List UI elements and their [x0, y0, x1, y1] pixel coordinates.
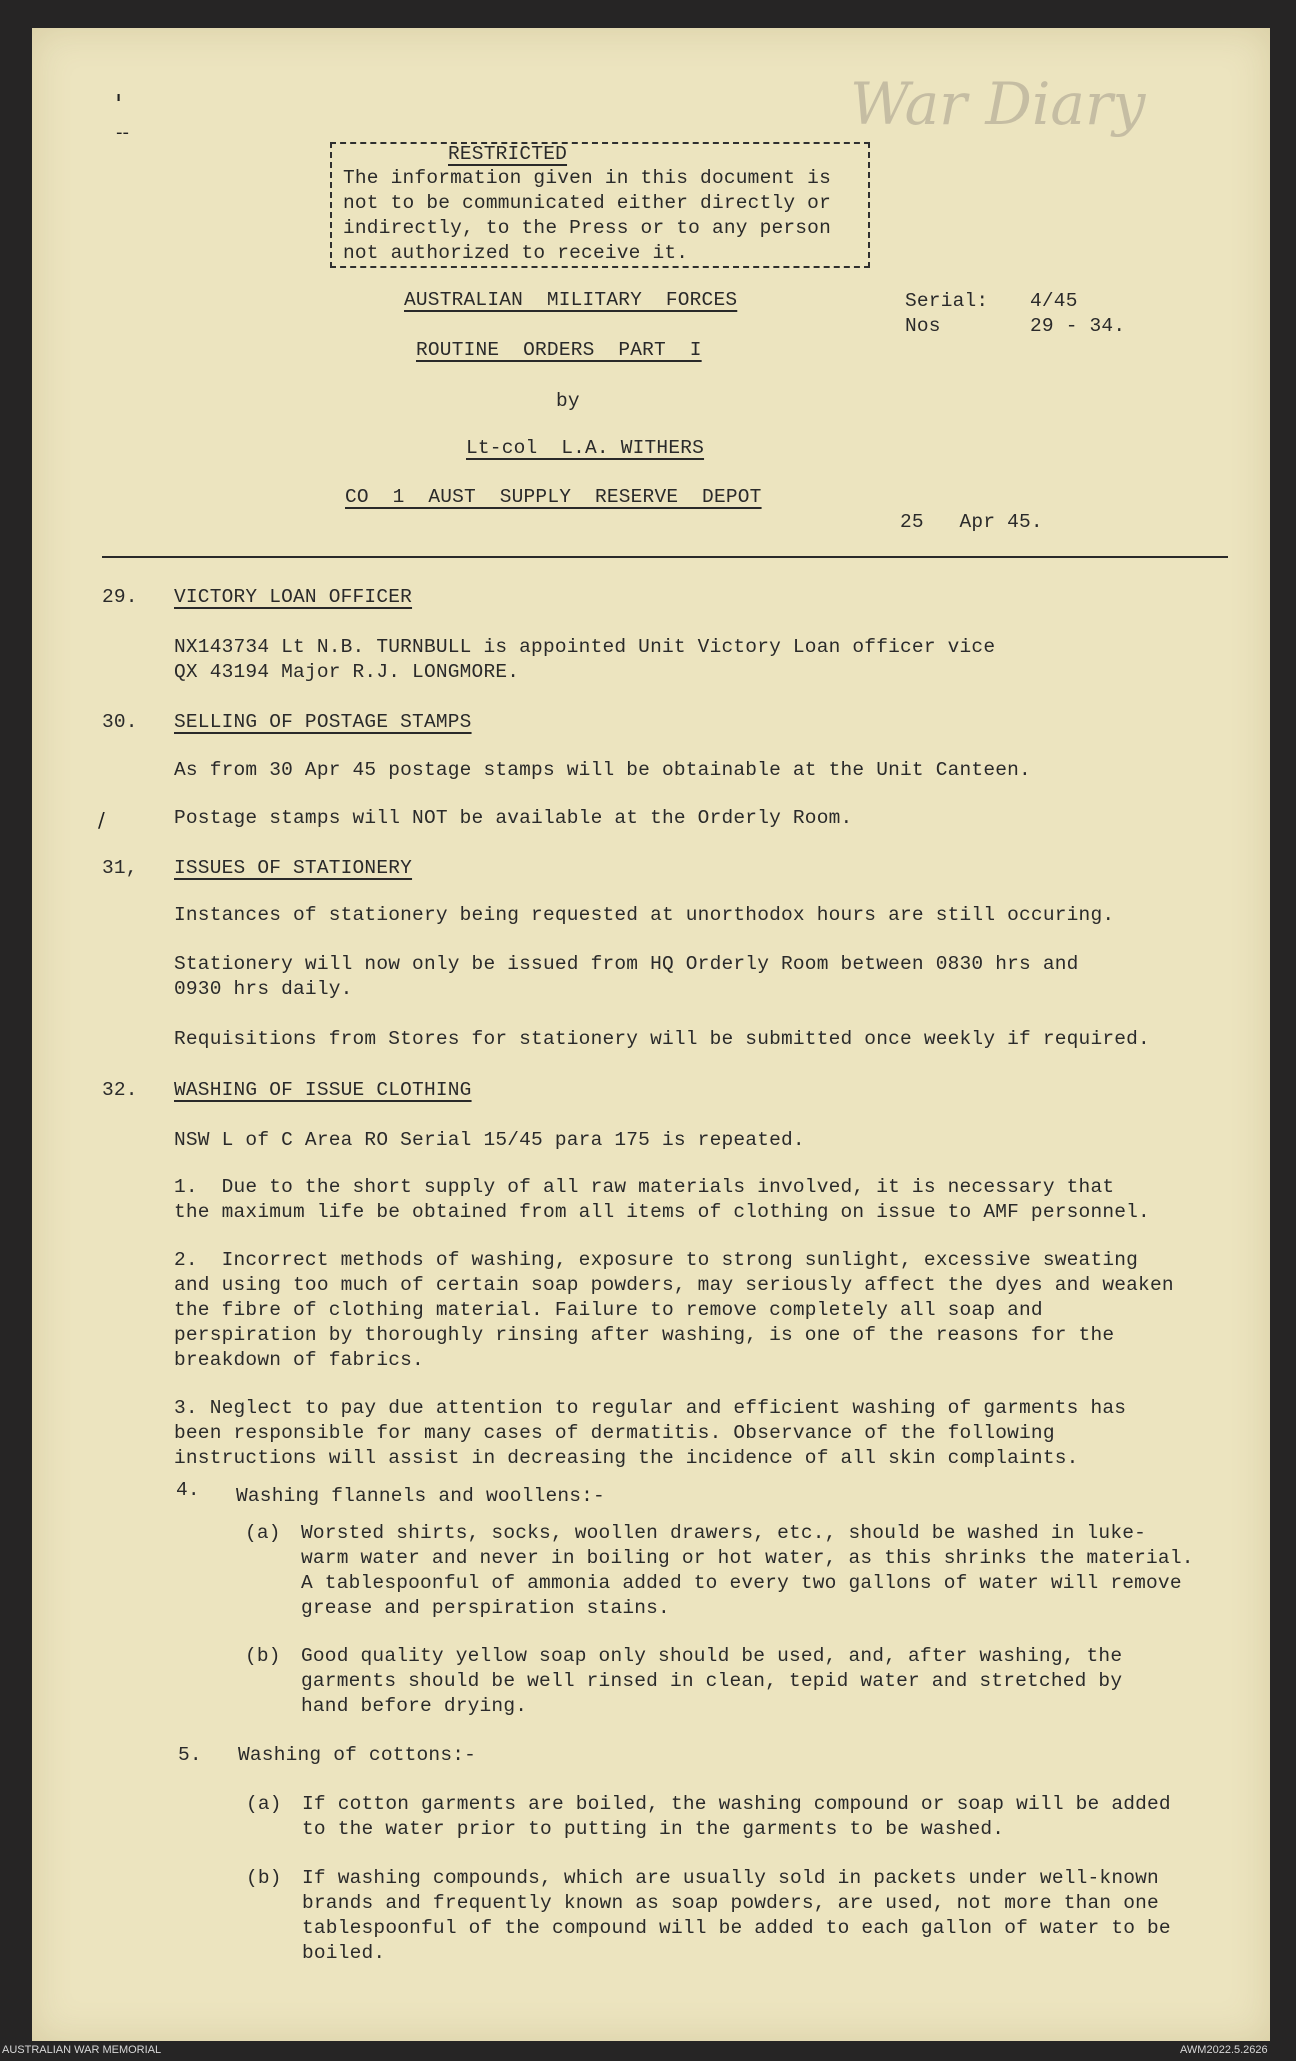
org-title: AUSTRALIAN MILITARY FORCES — [404, 289, 738, 311]
paragraph-line: and using too much of certain soap powders, may seriously affect the dyes and weaken — [174, 1274, 1174, 1296]
restricted-line: The information given in this document is — [343, 167, 831, 189]
section-text: 0930 hrs daily. — [174, 978, 353, 1000]
paragraph-line: instructions will assist in decreasing the incidence of all skin complaints. — [174, 1447, 1079, 1469]
archive-credit: AUSTRALIAN WAR MEMORIAL — [2, 2044, 162, 2056]
paragraph-line: the fibre of clothing material. Failure to remove completely all soap and — [174, 1299, 1043, 1321]
officer-name: Lt-col L.A. WITHERS — [466, 437, 705, 459]
item-line: tablespoonful of the compound will be added to each gallon of water to be — [302, 1917, 1171, 1939]
item-line: to the water prior to putting in the garments to be washed. — [302, 1818, 1005, 1840]
section-title: WASHING OF ISSUE CLOTHING — [174, 1079, 472, 1101]
item-line: Worsted shirts, socks, woollen drawers, etc., should be washed in luke- — [301, 1522, 1147, 1544]
section-text: Postage stamps will NOT be available at the Orderly Room. — [174, 807, 853, 829]
item-label: (a) — [246, 1793, 282, 1815]
item-line: A tablespoonful of ammonia added to every two gallons of water will remove — [301, 1572, 1182, 1594]
ink-mark-top-left-2: -- — [116, 122, 129, 143]
restricted-title: RESTRICTED — [448, 143, 568, 165]
item-label: (b) — [245, 1645, 281, 1667]
archive-reference: AWM2022.5.2626 — [1180, 2044, 1268, 2056]
subsection-title: Washing flannels and woollens:- — [236, 1485, 605, 1507]
item-line: If washing compounds, which are usually sold in packets under well-known — [302, 1867, 1159, 1889]
ink-mark-top-left: ' — [115, 90, 123, 120]
item-label: (a) — [245, 1522, 281, 1544]
paragraph-line: perspiration by thoroughly rinsing after washing, is one of the reasons for the — [174, 1324, 1115, 1346]
serial-value: 4/45 — [1030, 290, 1078, 312]
item-line: hand before drying. — [301, 1695, 528, 1717]
orders-title: ROUTINE ORDERS PART I — [416, 339, 702, 361]
section-text: Stationery will now only be issued from HQ Orderly Room between 0830 hrs and — [174, 953, 1079, 975]
order-date: 25 Apr 45. — [900, 511, 1043, 533]
section-text: Requisitions from Stores for stationery will be submitted once weekly if required. — [174, 1028, 1150, 1050]
paragraph-line: 2. Incorrect methods of washing, exposure to strong sunlight, excessive sweating — [174, 1249, 1139, 1271]
item-line: brands and frequently known as soap powders, are used, not more than one — [302, 1892, 1159, 1914]
section-title: ISSUES OF STATIONERY — [174, 857, 413, 879]
paragraph-line: the maximum life be obtained from all items of clothing on issue to AMF personnel. — [174, 1201, 1150, 1223]
restricted-line: not to be communicated either directly or — [343, 192, 831, 214]
section-text: QX 43194 Major R.J. LONGMORE. — [174, 661, 520, 683]
section-number: 31, — [102, 857, 138, 879]
item-line: If cotton garments are boiled, the washing compound or soap will be added — [302, 1793, 1171, 1815]
handwritten-note: War Diary — [850, 70, 1146, 138]
section-number: 30. — [102, 711, 138, 733]
item-line: Good quality yellow soap only should be used, and, after washing, the — [301, 1645, 1123, 1667]
unit-name: CO 1 AUST SUPPLY RESERVE DEPOT — [345, 486, 762, 508]
item-line: grease and perspiration stains. — [301, 1597, 670, 1619]
ink-tick-mark: / — [98, 808, 105, 832]
item-line: garments should be well rinsed in clean, tepid water and stretched by — [301, 1670, 1123, 1692]
section-title: SELLING OF POSTAGE STAMPS — [174, 711, 472, 733]
nos-label: Nos — [905, 315, 941, 337]
section-text: NX143734 Lt N.B. TURNBULL is appointed Unit Victory Loan officer vice — [174, 636, 996, 658]
section-text: As from 30 Apr 45 postage stamps will be obtainable at the Unit Canteen. — [174, 759, 1031, 781]
header-divider — [102, 556, 1228, 558]
section-number: 32. — [102, 1079, 138, 1101]
item-label: (b) — [246, 1867, 282, 1889]
paragraph-line: breakdown of fabrics. — [174, 1349, 424, 1371]
section-text: Instances of stationery being requested at unorthodox hours are still occuring. — [174, 904, 1115, 926]
subsection-title: Washing of cottons:- — [238, 1744, 477, 1766]
paragraph-line: 1. Due to the short supply of all raw materials involved, it is necessary that — [174, 1176, 1115, 1198]
section-title: VICTORY LOAN OFFICER — [174, 586, 413, 608]
item-line: boiled. — [302, 1942, 386, 1964]
section-text: NSW L of C Area RO Serial 15/45 para 175 is repeated. — [174, 1129, 805, 1151]
by-label: by — [556, 390, 580, 412]
serial-label: Serial: — [905, 290, 989, 312]
section-number: 29. — [102, 586, 138, 608]
subsection-number: 4. — [176, 1479, 200, 1501]
nos-value: 29 - 34. — [1030, 315, 1126, 337]
paragraph-line: 3. Neglect to pay due attention to regular and efficient washing of garments has — [174, 1397, 1127, 1419]
paragraph-line: been responsible for many cases of dermatitis. Observance of the following — [174, 1422, 1055, 1444]
subsection-number: 5. — [178, 1744, 202, 1766]
restricted-line: indirectly, to the Press or to any person — [343, 217, 831, 239]
item-line: warm water and never in boiling or hot water, as this shrinks the material. — [301, 1547, 1194, 1569]
restricted-line: not authorized to receive it. — [343, 242, 689, 264]
